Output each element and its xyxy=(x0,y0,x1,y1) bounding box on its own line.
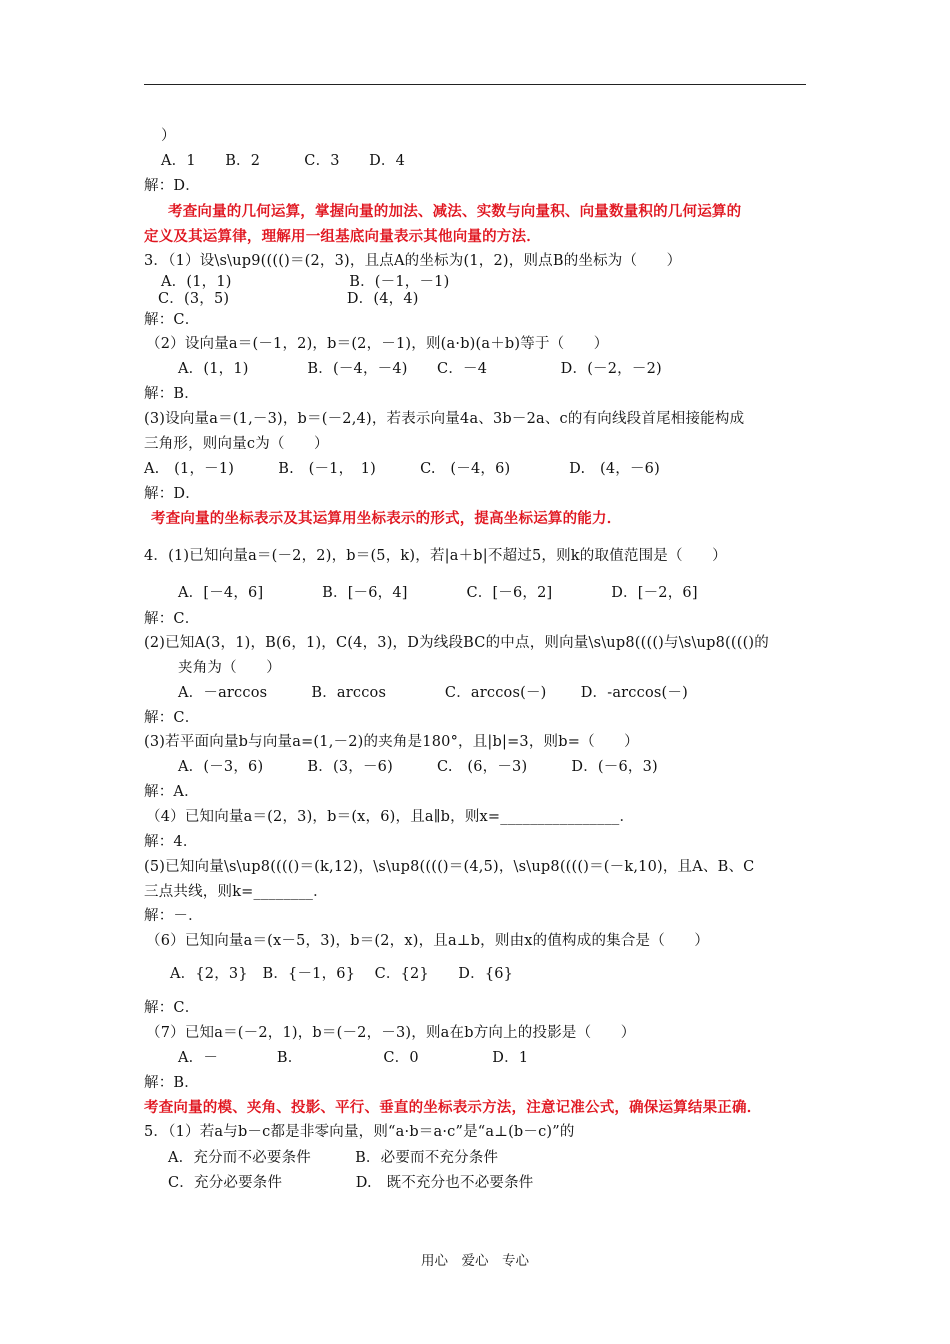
text-line: A．(1，1) B．(－4，－4) C．－4 D．(－2，－2) xyxy=(178,361,662,377)
text-line: A. (1，－1) B. (－1， 1) C. (－4，6) D. (4，－6) xyxy=(144,461,660,477)
text-line: A．1 B．2 C．3 D．4 xyxy=(161,153,406,169)
highlight-note: 考查向量的模、夹角、投影、平行、垂直的坐标表示方法，注意记准公式，确保运算结果正确． xyxy=(144,1099,762,1116)
text-line: A．充分而不必要条件 B．必要而不充分条件 xyxy=(168,1150,499,1166)
text-line: A．{2，3} B．{－1，6} C．{2} D．{6} xyxy=(170,966,514,982)
text-line: 夹角为（ ） xyxy=(178,660,281,676)
text-line: A．[－4，6] B．[－6，4] C．[－6，2] D．[－2，6] xyxy=(178,585,698,601)
text-line: （2）设向量a＝(－1，2)，b＝(2，－1)，则(a·b)(a＋b)等于（ ） xyxy=(146,336,609,352)
text-line: A．－arccos B．arccos C．arccos(－) D．-arccos(－) xyxy=(178,685,688,701)
page-footer: 用心 爱心 专心 xyxy=(421,1253,529,1269)
text-line: C．充分必要条件 D. 既不充分也不必要条件 xyxy=(168,1175,534,1191)
text-line: 三角形，则向量c为（ ） xyxy=(144,436,329,452)
highlight-note: 考查向量的坐标表示及其运算用坐标表示的形式，提高坐标运算的能力． xyxy=(151,510,622,527)
text-line: 解：C． xyxy=(144,710,200,726)
text-line: C．(3，5) D．(4，4) xyxy=(158,291,419,307)
text-line: 解：A． xyxy=(144,784,199,800)
text-line: A．(1，1) B．(－1，－1) xyxy=(161,274,450,290)
header-rule xyxy=(144,84,806,85)
text-line: 解：－． xyxy=(144,908,203,924)
text-line: 解：C． xyxy=(144,611,200,627)
text-line: （7）已知a＝(－2，1)，b＝(－2，－3)，则a在b方向上的投影是（ ） xyxy=(146,1025,636,1041)
text-line: 解：C． xyxy=(144,312,200,328)
text-line: 解：4． xyxy=(144,834,198,850)
text-line: (2)已知A(3，1)，B(6，1)，C(4，3)，D为线段BC的中点，则向量\s\up8(((()与\s\up8(((()的 xyxy=(144,635,769,651)
text-line: （4）已知向量a＝(2，3)，b＝(x，6)，且a∥b，则x=________________． xyxy=(146,809,635,825)
text-line: 解：C． xyxy=(144,1000,200,1016)
highlight-note: 考查向量的几何运算，掌握向量的加法、减法、实数与向量积、向量数量积的几何运算的 xyxy=(168,203,742,220)
text-line: (3)设向量a＝(1,－3)，b＝(－2,4)，若表示向量4a、3b－2a、c的有向线段首尾相接能构成 xyxy=(144,411,745,427)
text-line: (3)若平面向量b与向量a=(1,－2)的夹角是180°，且|b|=3，则b=（ ） xyxy=(144,734,639,750)
text-line: A．－ B． C．0 D．1 xyxy=(178,1050,529,1066)
text-line: 解：D． xyxy=(144,486,200,502)
text-line: 5．（1）若a与b－c都是非零向量，则“a·b＝a·c”是“a⊥(b－c)”的 xyxy=(144,1124,575,1140)
text-line: ） xyxy=(161,128,176,144)
text-line: 三点共线，则k=________． xyxy=(144,884,328,900)
text-line: 解：D． xyxy=(144,178,200,194)
text-line: 解：B． xyxy=(144,386,199,402)
text-line: 解：B． xyxy=(144,1075,199,1091)
text-line: 3．（1）设\s\up9(((()＝(2，3)，且点A的坐标为(1，2)，则点B的坐标为（ ） xyxy=(144,253,682,269)
text-line: A．(－3，6) B．(3，－6) C. (6，－3) D．(－6，3) xyxy=(178,759,658,775)
text-line: 4．(1)已知向量a＝(－2，2)，b＝(5，k)，若|a＋b|不超过5，则k的取值范围是（ ） xyxy=(144,548,727,564)
highlight-note: 定义及其运算律，理解用一组基底向量表示其他向量的方法． xyxy=(144,228,541,245)
text-line: (5)已知向量\s\up8(((()＝(k,12)，\s\up8(((()＝(4,5)，\s\up8(((()＝(－k,10)，且A、B、C xyxy=(144,859,755,875)
text-line: （6）已知向量a＝(x－5，3)，b＝(2，x)，且a⊥b，则由x的值构成的集合是（ ） xyxy=(146,933,710,949)
